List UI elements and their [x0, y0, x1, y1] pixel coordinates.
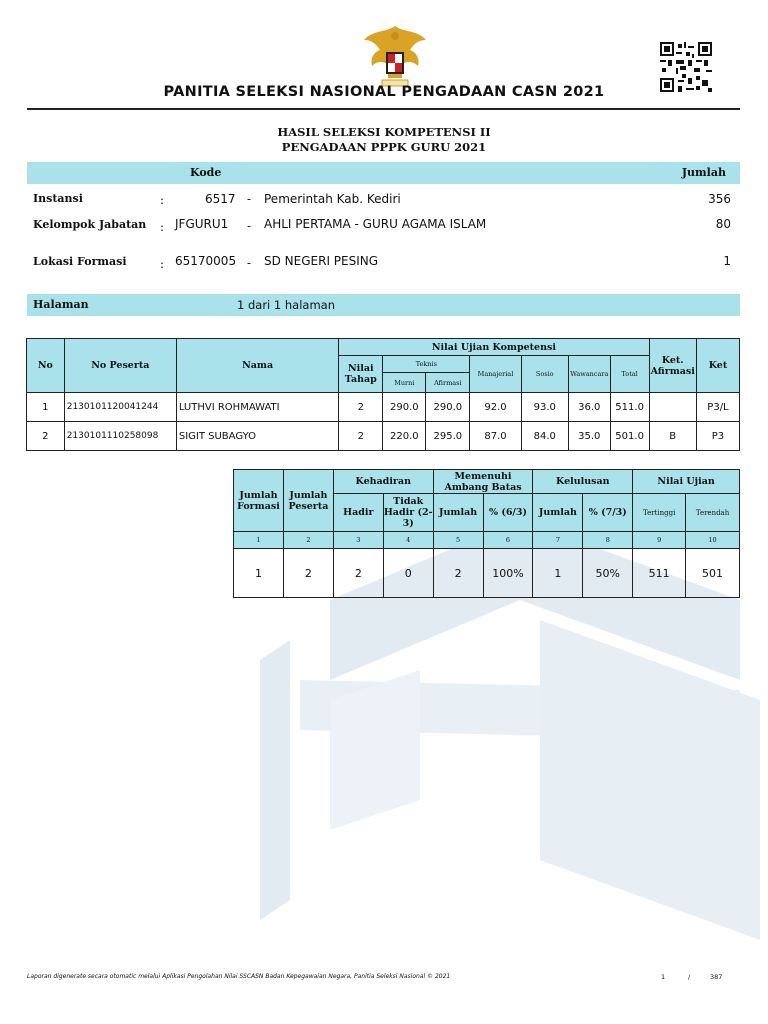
instansi-colon: :: [160, 193, 165, 207]
kelompok-code: JFGURU1: [175, 217, 229, 231]
cell-tahap: 2: [339, 393, 383, 422]
cell-afirmasi: 290.0: [426, 393, 470, 422]
report-subtitle-2: PENGADAAN PPPK GURU 2021: [281, 140, 487, 154]
col-header-tidak-hadir: Tidak Hadir (2-3): [383, 494, 433, 532]
col-header-pct-6-3: % (6/3): [483, 494, 533, 532]
col-header-ambang-batas: Memenuhi Ambang Batas: [433, 470, 533, 494]
cell-ket: P3/L: [696, 393, 739, 422]
col-header-no-peserta: No Peserta: [64, 339, 176, 393]
col-header-tertinggi: Tertinggi: [633, 494, 686, 532]
col-header-total: Total: [610, 356, 649, 393]
page-separator: /: [688, 973, 691, 981]
summary-values-row: [234, 549, 740, 598]
cell-tahap: 2: [339, 422, 383, 451]
jumlah-label: Jumlah: [681, 166, 726, 179]
col-header-no: No: [27, 339, 65, 393]
col-header-jumlah-formasi: Jumlah Formasi: [234, 470, 284, 532]
summary-table: [233, 469, 740, 598]
col-header-nama: Nama: [176, 339, 338, 393]
value-ambang-jumlah: 2: [433, 549, 483, 598]
index-cell: 8: [583, 532, 633, 549]
value-lulus-pct: 50%: [583, 549, 633, 598]
kelompok-count: 80: [715, 217, 731, 231]
instansi-dash: -: [247, 192, 252, 206]
col-header-nilai-tahap: Nilai Tahap: [339, 356, 383, 393]
table-row: [27, 393, 740, 422]
lokasi-formasi-label: Lokasi Formasi: [33, 255, 127, 268]
kode-header-bar: [27, 162, 740, 184]
cell-no: 1: [27, 393, 65, 422]
cell-ket-afirmasi: [649, 393, 696, 422]
col-header-wawancara: Wawancara: [568, 356, 610, 393]
col-header-jumlah-lulus: Jumlah: [533, 494, 583, 532]
halaman-label: Halaman: [33, 298, 89, 311]
col-header-hadir: Hadir: [333, 494, 383, 532]
cell-wawancara: 35.0: [568, 422, 610, 451]
index-cell: 3: [333, 532, 383, 549]
value-jumlah-formasi: 1: [234, 549, 284, 598]
cell-no-peserta: 2130101120041244: [64, 393, 176, 422]
index-cell: 9: [633, 532, 686, 549]
header-divider: [27, 108, 740, 110]
value-hadir: 2: [333, 549, 383, 598]
col-header-jumlah-peserta: Jumlah Peserta: [283, 470, 333, 532]
cell-nama: LUTHVI ROHMAWATI: [176, 393, 338, 422]
index-cell: 4: [383, 532, 433, 549]
cell-ket-afirmasi: B: [649, 422, 696, 451]
col-header-nilai-ujian: Nilai Ujian: [633, 470, 740, 494]
kelompok-dash: -: [247, 219, 252, 233]
total-pages: 387: [710, 973, 723, 981]
instansi-code: 6517: [205, 192, 236, 206]
cell-wawancara: 36.0: [568, 393, 610, 422]
lokasi-name: SD NEGERI PESING: [264, 254, 379, 268]
value-terendah: 501: [686, 549, 740, 598]
cell-manajerial: 87.0: [470, 422, 521, 451]
lokasi-colon: :: [160, 257, 165, 271]
footer-note: Laporan digenerate secara otomatic melalui Aplikasi Pengolahan Nilai SSCASN Badan Kepegawaian Negara, Panitia Seleksi Nasional © 2021: [27, 973, 451, 980]
index-cell: 6: [483, 532, 533, 549]
index-cell: 2: [283, 532, 333, 549]
cell-sosio: 93.0: [521, 393, 568, 422]
index-cell: 7: [533, 532, 583, 549]
value-tidak-hadir: 0: [383, 549, 433, 598]
value-lulus-jumlah: 1: [533, 549, 583, 598]
col-header-nilai-ujian: Nilai Ujian Kompetensi: [339, 339, 649, 356]
index-cell: 10: [686, 532, 740, 549]
value-ambang-pct: 100%: [483, 549, 533, 598]
col-header-murni: Murni: [383, 373, 426, 393]
results-table: [26, 338, 740, 451]
cell-sosio: 84.0: [521, 422, 568, 451]
lokasi-code: 65170005: [175, 254, 237, 268]
col-header-ket-afirmasi: Ket. Afirmasi: [649, 339, 696, 393]
cell-ket: P3: [696, 422, 739, 451]
table-row: [27, 422, 740, 451]
lokasi-count: 1: [723, 254, 731, 268]
col-header-terendah: Terendah: [686, 494, 740, 532]
halaman-value: 1 dari 1 halaman: [237, 298, 335, 312]
cell-afirmasi: 295.0: [426, 422, 470, 451]
col-header-afirmasi: Afirmasi: [426, 373, 470, 393]
cell-no-peserta: 2130101110258098: [64, 422, 176, 451]
page-title: PANITIA SELEKSI NASIONAL PENGADAAN CASN 2021: [163, 84, 605, 100]
col-header-sosio: Sosio: [521, 356, 568, 393]
lokasi-dash: -: [247, 256, 252, 270]
col-header-kelulusan: Kelulusan: [533, 470, 633, 494]
cell-total: 501.0: [610, 422, 649, 451]
kelompok-jabatan-label: Kelompok Jabatan: [33, 218, 147, 231]
cell-manajerial: 92.0: [470, 393, 521, 422]
cell-no: 2: [27, 422, 65, 451]
col-header-manajerial: Manajerial: [470, 356, 521, 393]
instansi-count: 356: [708, 192, 731, 206]
cell-murni: 220.0: [383, 422, 426, 451]
report-subtitle: HASIL SELEKSI KOMPETENSI II: [277, 125, 491, 139]
kelompok-name: AHLI PERTAMA - GURU AGAMA ISLAM: [264, 217, 487, 231]
cell-nama: SIGIT SUBAGYO: [176, 422, 338, 451]
instansi-label: Instansi: [33, 192, 83, 205]
col-header-teknis: Teknis: [383, 356, 470, 373]
page-number: 1: [661, 973, 666, 981]
cell-total: 511.0: [610, 393, 649, 422]
col-header-kehadiran: Kehadiran: [333, 470, 433, 494]
value-jumlah-peserta: 2: [283, 549, 333, 598]
halaman-bar: [27, 294, 740, 316]
value-tertinggi: 511: [633, 549, 686, 598]
index-cell: 5: [433, 532, 483, 549]
index-cell: 1: [234, 532, 284, 549]
cell-murni: 290.0: [383, 393, 426, 422]
instansi-name: Pemerintah Kab. Kediri: [264, 192, 401, 206]
garuda-emblem-icon: [358, 22, 432, 90]
kelompok-colon: :: [160, 220, 165, 234]
kode-label: Kode: [190, 166, 222, 179]
index-row: [234, 532, 740, 549]
col-header-jumlah: Jumlah: [433, 494, 483, 532]
col-header-ket: Ket: [696, 339, 739, 393]
col-header-pct-7-3: % (7/3): [583, 494, 633, 532]
